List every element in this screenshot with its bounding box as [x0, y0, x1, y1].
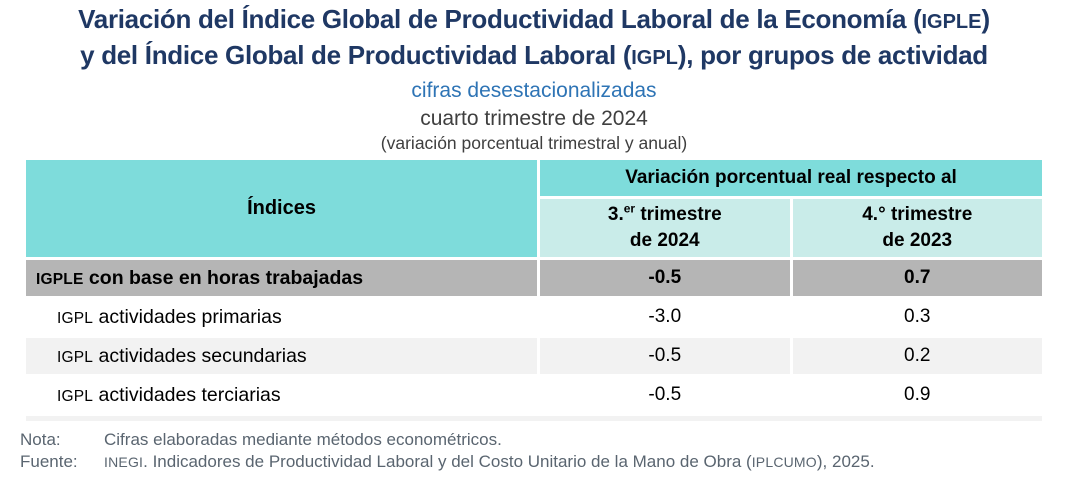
column-header-q3-2024: [540, 199, 789, 257]
row-label-igple: [26, 260, 537, 296]
source-label: Fuente:: [20, 451, 78, 471]
q3-ordinal-suffix: er: [623, 201, 636, 216]
subtitle-seasonally-adjusted: cifras desestacionalizadas: [411, 79, 657, 102]
q4-year: de 2023: [882, 230, 953, 251]
row-acronym: IGPL: [57, 387, 94, 405]
table-row-secundarias: [26, 338, 1042, 374]
q3-num: 3.: [607, 204, 624, 225]
table-row-igple-total: [26, 260, 1042, 296]
row-acronym: IGPL: [57, 348, 94, 366]
note-line: [20, 429, 1054, 451]
row-label-text: actividades terciarias: [93, 383, 281, 406]
igple-acronym: IGPLE: [921, 11, 982, 33]
inegi-acronym: INEGI: [104, 453, 144, 470]
title-line-1-close: ): [981, 4, 990, 34]
note-label: Nota:: [20, 430, 61, 449]
row-acronym: IGPL: [57, 309, 94, 327]
igpl-acronym: IGPL: [631, 47, 678, 69]
terciarias-vs-prev-year: 0.9: [793, 377, 1042, 413]
page-title: [0, 3, 1068, 75]
q3-year: de 2024: [629, 230, 700, 251]
title-line-2-close: ), por grupos de actividad: [677, 40, 988, 70]
row-label-secundarias: [26, 338, 537, 374]
source-text: . Indicadores de Productividad Laboral y del Costo Unitario de la Mano de Obra (: [143, 451, 752, 471]
footnotes: [14, 429, 1054, 473]
igple-vs-prev-quarter: -0.5: [540, 260, 789, 296]
row-acronym: IGPLE: [36, 270, 84, 288]
row-label-text: actividades secundarias: [93, 344, 307, 367]
productivity-variation-table: [23, 157, 1045, 424]
table-row-primarias: [26, 299, 1042, 335]
q3-word: trimestre: [635, 204, 722, 225]
title-line-2: [0, 39, 1068, 75]
iplcumo-acronym: IPLCUMO: [751, 453, 817, 470]
column-header-indices: Índices: [26, 160, 537, 257]
table-row-terciarias: [26, 377, 1042, 413]
column-header-q4-2023: [793, 199, 1042, 257]
terciarias-vs-prev-quarter: -0.5: [540, 377, 789, 413]
q4-num: 4.°: [862, 204, 886, 225]
header-row-group: [26, 160, 1042, 196]
note-text: Cifras elaboradas mediante métodos econométricos.: [104, 430, 502, 449]
primarias-vs-prev-quarter: -3.0: [540, 299, 789, 335]
subtitle-variation-units: (variación porcentual trimestral y anual): [380, 133, 688, 153]
subtitle-quarter: cuarto trimestre de 2024: [420, 107, 648, 130]
column-group-header: Variación porcentual real respecto al: [540, 160, 1042, 196]
source-text-end: ), 2025.: [816, 451, 875, 471]
primarias-vs-prev-year: 0.3: [793, 299, 1042, 335]
row-label-terciarias: [26, 377, 537, 413]
q4-word: trimestre: [885, 204, 973, 225]
title-line-1-text: Variación del Índice Global de Productividad Laboral de la Economía (: [78, 4, 922, 34]
row-label-text: actividades primarias: [93, 305, 282, 328]
row-label-text: con base en horas trabajadas: [83, 266, 364, 289]
secundarias-vs-prev-year: 0.2: [793, 338, 1042, 374]
title-line-1: [0, 3, 1068, 39]
secundarias-vs-prev-quarter: -0.5: [540, 338, 789, 374]
source-line: [20, 451, 1054, 474]
igple-vs-prev-year: 0.7: [793, 260, 1042, 296]
table-bottom-border: [26, 416, 1042, 421]
title-line-2-text: y del Índice Global de Productividad Laboral (: [80, 40, 632, 70]
row-label-primarias: [26, 299, 537, 335]
